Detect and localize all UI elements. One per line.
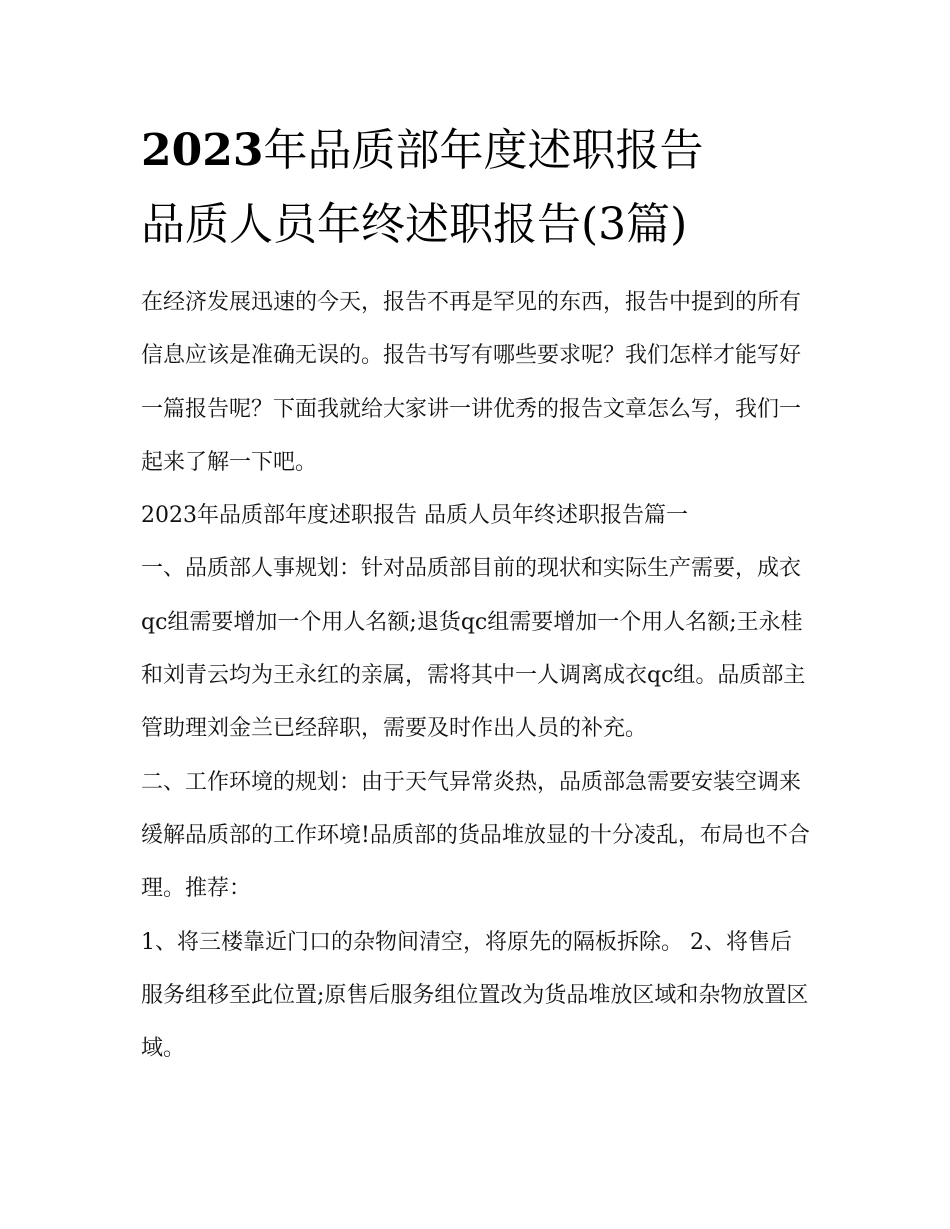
- document-content: [141, 118, 813, 1075]
- personnel-plan-paragraph: 一、品质部人事规划：针对品质部目前的现状和实际生产需要，成衣qc组需要增加一个用人名额;退货qc组需要增加一个用人名额;王永桂和刘青云均为王永红的亲属，需将其中一人调离成衣qc组。品质部主管助理刘金兰已经辞职，需要及时作出人员的补充。: [141, 556, 806, 742]
- intro-paragraph: 在经济发展迅速的今天，报告不再是罕见的东西，报告中提到的所有信息应该是准确无误的。报告书写有哪些要求呢？我们怎样才能写好一篇报告呢？下面我就给大家讲一讲优秀的报告文章怎么写，我们一起来了解一下吧。: [141, 290, 802, 475]
- recommendation-paragraph: 1、将三楼靠近门口的杂物间清空，将原先的隔板拆除。 2、将售后服务组移至此位置;原售后服务组位置改为货品堆放区域和杂物放置区域。: [141, 929, 809, 1062]
- environment-plan-paragraph: 二、工作环境的规划：由于天气异常炎热，品质部急需要安装空调来缓解品质部的工作环境!品质部的货品堆放显的十分凌乱，布局也不合理。推荐：: [141, 769, 810, 902]
- document-title-line-1: [141, 118, 813, 184]
- document-body: [141, 276, 813, 1075]
- title-year: 2023: [141, 125, 264, 176]
- document-title-line-2: 品质人员年终述职报告(3篇): [141, 199, 688, 250]
- title-line-1-text: 年品质部年度述职报告: [263, 125, 704, 176]
- section-heading: 2023年品质部年度述职报告 品质人员年终述职报告篇一: [141, 503, 688, 529]
